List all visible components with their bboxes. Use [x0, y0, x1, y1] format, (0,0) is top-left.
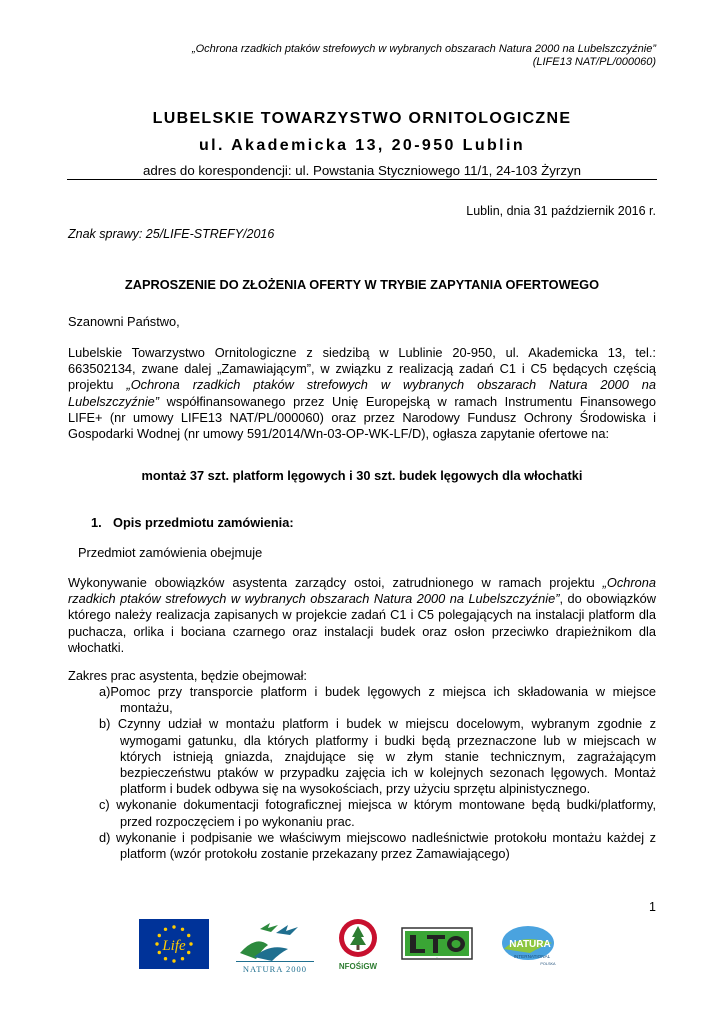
intro-paragraph-part1: Lubelskie Towarzystwo Ornitologiczne z siedzibą w Lublinie 20-950, ul. Akademicka 13, tel.: 663502134, zwane dalej „Zamawiającym”, w związku z realizacją zadań C1 i C5 będących częścią projektu — [68, 345, 656, 393]
list-item-text: wykonanie dokumentacji fotograficznej miejsca w którym montowane będą budki/platformy, przed rozpoczęciem i po wykonaniu prac. — [116, 797, 657, 829]
natura-2000-wordmark: NATURA 2000 — [242, 964, 308, 974]
eu-star-icon — [158, 951, 161, 954]
page-number: 1 — [649, 900, 656, 914]
organization-address: ul. Akademicka 13, 20-950 Lublin — [198, 137, 526, 154]
list-item-text: wykonanie i podpisanie we właściwym miejscowo nadleśnictwie protokołu montażu każdej z platform (wzór protokołu zostanie przekazany przez Zamawiającego) — [115, 829, 656, 862]
intro-paragraph — [68, 345, 656, 442]
eu-star-icon — [187, 934, 190, 937]
scope-heading: Zakres prac asystenta, będzie obejmował: — [68, 668, 307, 683]
project-header-title: „Ochrona rzadkich ptaków strefowych w wybranych obszarach Natura 2000 na Lubelszczyźnie” — [191, 43, 656, 55]
organization-name: LUBELSKIE TOWARZYSTWO ORNITOLOGICZNE — [152, 110, 572, 127]
case-reference: Znak sprawy: 25/LIFE-STREFY/2016 — [68, 227, 275, 241]
natura-2000-logo — [236, 915, 314, 975]
life-wordmark: Life — [162, 938, 186, 954]
sponsor-logos — [0, 912, 724, 982]
section-intro: Przedmiot zamówienia obejmuje — [78, 545, 263, 560]
eu-star-icon — [164, 957, 167, 960]
section-heading — [91, 515, 294, 530]
list-marker: a) — [99, 684, 111, 699]
natura-intl-subtitle: INTERNATIONAL — [513, 954, 551, 959]
list-item-text: Pomoc przy transporcie platform i budek lęgowych z miejsca ich składowania w miejsce montażu, — [110, 684, 656, 716]
eu-star-icon — [187, 951, 190, 954]
intro-paragraph-part2: współfinansowanego przez Unię Europejską w ramach Instrumentu Finansowego LIFE+ (nr umowy LIFE13 NAT/PL/000060) oraz przez Narodowy Fundusz Ochrony Środowiska i Gospodarki Wodnej (nr umowy 591/2014/Wn-03-OP-WK-LF/D), ogłasza zapytanie ofertowe na: — [68, 393, 656, 442]
eu-star-icon — [172, 959, 175, 962]
list-item — [99, 830, 656, 862]
date-line: Lublin, dnia 31 październik 2016 r. — [466, 204, 656, 218]
correspondence-address: adres do korespondencji: ul. Powstania Styczniowego 11/1, 24-103 Żyrzyn — [142, 163, 582, 178]
salutation: Szanowni Państwo, — [68, 314, 180, 329]
eu-star-icon — [181, 928, 184, 931]
scope-list — [99, 684, 656, 862]
eu-star-icon — [189, 942, 192, 945]
section-title: Opis przedmiotu zamówienia: — [113, 515, 294, 530]
eu-star-icon — [181, 957, 184, 960]
order-subject: montaż 37 szt. platform lęgowych i 30 szt. budek lęgowych dla włochatki — [141, 468, 583, 483]
list-item-text: Czynny udział w montażu platform i budek w miejscu docelowym, wybranym zgodnie z wymogami gatunku, dla których platformy i budki będą przeznaczone lub w miejscach w których istnieją gniazda, znajdujące się w złym stanie technicznym, zagrażającym bezpieczeństwu ptaków w przypadku zajęcia ich w kolejnych sezonach lęgowych. Montaż platform i budek odbywa się na wysokościach, przy użyciu sprzętu alpinistycznego. — [117, 716, 657, 797]
section-number: 1. — [91, 515, 102, 530]
project-header — [56, 43, 656, 69]
duties-paragraph — [68, 575, 656, 656]
duties-paragraph-part1: Wykonywanie obowiązków asystenta zarządcy ostoi, zatrudnionego w ramach projektu — [68, 575, 603, 590]
document-title: ZAPROSZENIE DO ZŁOŻENIA OFERTY W TRYBIE ZAPYTANIA OFERTOWEGO — [124, 277, 600, 292]
eu-star-icon — [164, 928, 167, 931]
natura-intl-wordmark: NATURA — [509, 939, 551, 950]
list-marker: b) — [99, 716, 118, 732]
project-name-italic-2: „Ochrona rzadkich ptaków strefowych w wybranych obszarach Natura 2000 na Lubelszczyźnie” — [68, 575, 656, 607]
eu-star-icon — [158, 934, 161, 937]
natura-intl-country: POLSKA — [540, 962, 556, 966]
eu-star-icon — [172, 925, 175, 928]
nfosigw-logo — [337, 917, 379, 973]
duties-paragraph-part2: , do obowiązków którego należy realizacja zapisanych w projekcie zadań C1 i C5 polegających na instalacji platform dla puchacza, orlika i bociana czarnego oraz instalacji budek oraz osłon przeciwko drapieżnikom dla włochatki. — [68, 591, 656, 655]
eu-star-icon — [155, 942, 158, 945]
nfosigw-wordmark: NFOŚiGW — [338, 962, 378, 971]
list-item — [99, 716, 656, 797]
header-divider — [67, 179, 657, 180]
list-item — [99, 684, 656, 716]
natura-international-logo — [500, 923, 564, 971]
list-item — [99, 797, 656, 829]
project-name-italic: „Ochrona rzadkich ptaków strefowych w wybranych obszarach Natura 2000 na Lubelszczyźnie” — [68, 377, 656, 409]
project-header-code: (LIFE13 NAT/PL/000060) — [532, 56, 656, 68]
lto-wordmark: LTO — [436, 958, 438, 959]
lto-logo — [401, 927, 473, 960]
list-marker: c) — [99, 797, 117, 813]
eu-life-logo — [139, 919, 209, 969]
list-marker: d) — [99, 829, 116, 845]
